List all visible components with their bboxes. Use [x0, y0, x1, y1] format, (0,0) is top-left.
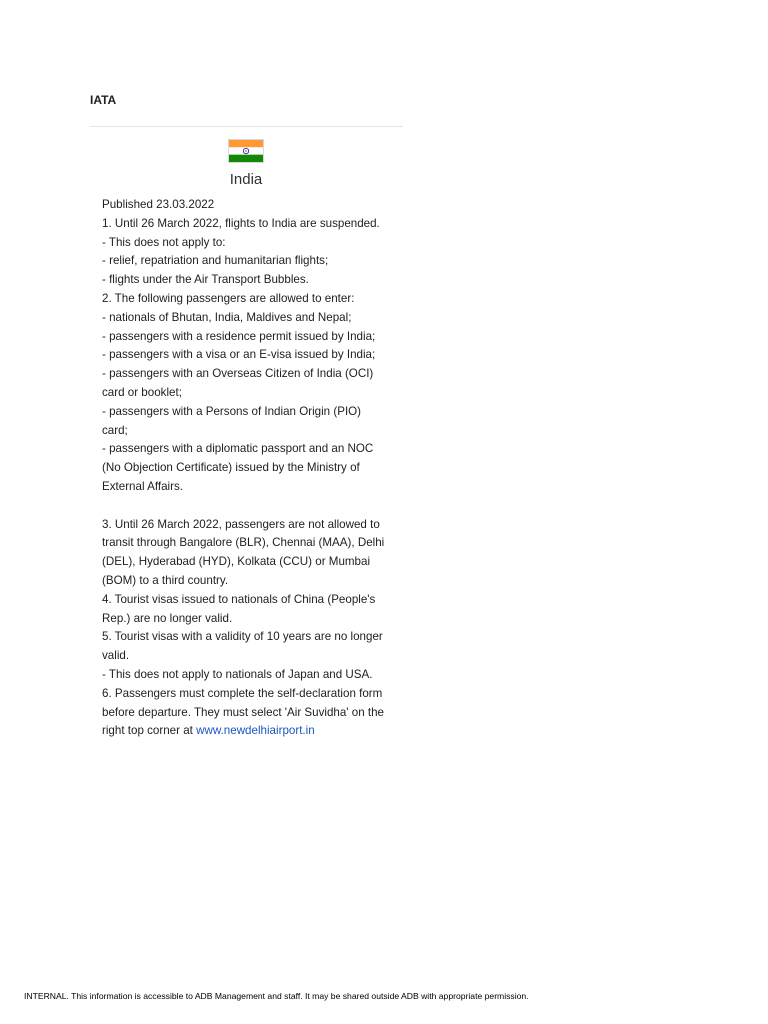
notice-line: 1. Until 26 March 2022, flights to India are suspended.: [102, 216, 380, 230]
notice-line: - passengers with a Persons of Indian Origin (PIO): [102, 404, 362, 418]
notice-line: 6. Passengers must complete the self-declaration form: [102, 686, 383, 700]
classification-footer: INTERNAL. This information is accessible to ADB Management and staff. It may be shared outside ADB with appropriate permission.: [24, 991, 529, 1001]
notice-line: valid.: [102, 649, 130, 663]
notice-line: - passengers with an Overseas Citizen of India (OCI): [102, 367, 374, 381]
notice-line: - This does not apply to:: [102, 235, 226, 249]
notice-line: 5. Tourist visas with a validity of 10 years are no longer: [102, 630, 383, 644]
source-label: IATA: [90, 93, 117, 107]
paragraph-gap: [102, 497, 392, 516]
notice-line: 2. The following passengers are allowed to enter:: [102, 291, 355, 305]
notice-line: 3. Until 26 March 2022, passengers are not allowed to: [102, 517, 380, 531]
notice-line: (DEL), Hyderabad (HYD), Kolkata (CCU) or Mumbai: [102, 555, 371, 569]
notice-line: card or booklet;: [102, 385, 182, 399]
notice-line: card;: [102, 423, 128, 437]
notice-line: - relief, repatriation and humanitarian flights;: [102, 254, 329, 268]
notice-line: - passengers with a residence permit issued by India;: [102, 329, 376, 343]
header-divider: [90, 126, 403, 127]
notice-line: - nationals of Bhutan, India, Maldives and Nepal;: [102, 310, 352, 324]
notice-line: Rep.) are no longer valid.: [102, 611, 233, 625]
notice-line: External Affairs.: [102, 479, 183, 493]
notice-line: 4. Tourist visas issued to nationals of China (People's: [102, 592, 376, 606]
travel-notice: [102, 196, 392, 741]
notice-section-1-2: [102, 215, 392, 497]
notice-line: - passengers with a diplomatic passport and an NOC: [102, 442, 374, 456]
notice-line: - This does not apply to nationals of Japan and USA.: [102, 667, 373, 681]
newdelhiairport-link[interactable]: www.newdelhiairport.in: [196, 724, 315, 738]
notice-line: - passengers with a visa or an E-visa issued by India;: [102, 348, 376, 362]
notice-line: (No Objection Certificate) issued by the Ministry of: [102, 461, 360, 475]
published-date: Published 23.03.2022: [102, 198, 215, 211]
country-name: India: [229, 171, 263, 188]
india-flag-icon: [228, 139, 264, 163]
notice-section-3-6: [102, 516, 392, 723]
notice-line: - flights under the Air Transport Bubbles.: [102, 273, 309, 287]
notice-last-line: [102, 722, 392, 741]
notice-line: before departure. They must select 'Air Suvidha' on the: [102, 705, 384, 719]
notice-line: transit through Bangalore (BLR), Chennai (MAA), Delhi: [102, 536, 385, 550]
notice-line: (BOM) to a third country.: [102, 573, 229, 587]
notice-last-line-text: right top corner at: [102, 724, 197, 738]
